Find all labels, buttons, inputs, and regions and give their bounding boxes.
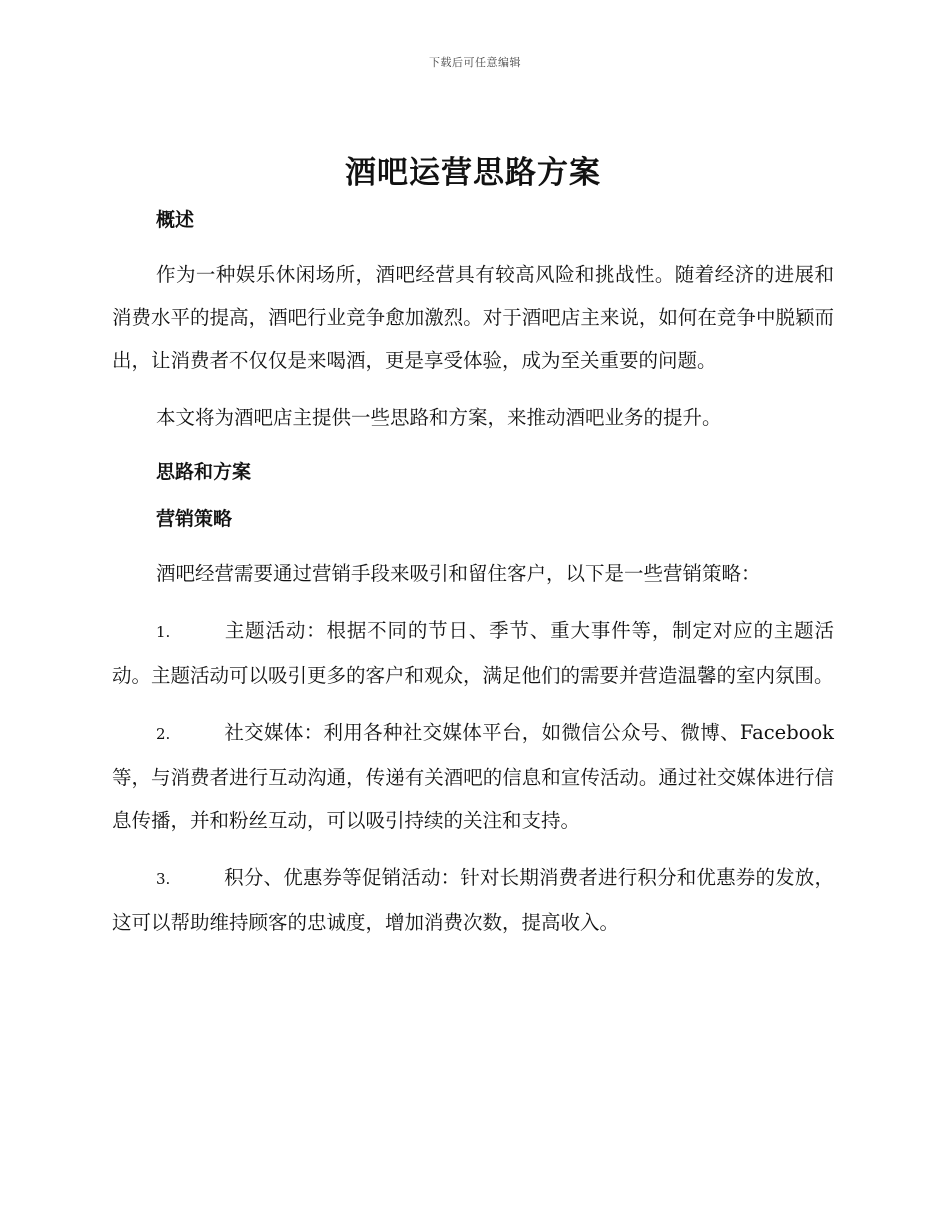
- header-note: 下载后可任意编辑: [429, 56, 521, 69]
- list-item-text: 主题活动：根据不同的节日、季节、重大事件等，制定对应的主题活动。主题活动可以吸引更多的客户和观众，满足他们的需要并营造温馨的室内氛围。: [112, 619, 834, 687]
- list-item-number: 3.: [156, 870, 171, 888]
- heading-ideas: 思路和方案: [156, 461, 252, 483]
- list-item-text: 积分、优惠券等促销活动：针对长期消费者进行积分和优惠券的发放，这可以帮助维持顾客的忠诚度，增加消费次数，提高收入。: [112, 866, 834, 934]
- list-item: [112, 609, 834, 697]
- heading-marketing: 营销策略: [156, 508, 233, 530]
- document-body: [112, 150, 834, 944]
- document-title: 酒吧运营思路方案: [345, 155, 601, 191]
- list-item: [112, 711, 834, 842]
- list-item-number: 1.: [156, 623, 171, 641]
- list-item-text: 社交媒体：利用各种社交媒体平台，如微信公众号、微博、Facebook等，与消费者进行互动沟通，传递有关酒吧的信息和宣传活动。通过社交媒体进行信息传播，并和粉丝互动，可以吸引持续的关注和支持。: [112, 721, 834, 832]
- paragraph-overview-1: 作为一种娱乐休闲场所，酒吧经营具有较高风险和挑战性。随着经济的进展和消费水平的提高，酒吧行业竞争愈加激烈。对于酒吧店主来说，如何在竞争中脱颖而出，让消费者不仅仅是来喝酒，更是享受体验，成为至关重要的问题。: [112, 263, 834, 372]
- paragraph-marketing-intro: 酒吧经营需要通过营销手段来吸引和留住客户，以下是一些营销策略：: [156, 562, 761, 585]
- paragraph-overview-2: 本文将为酒吧店主提供一些思路和方案，来推动酒吧业务的提升。: [156, 406, 722, 429]
- heading-overview: 概述: [156, 209, 195, 231]
- list-item: [112, 856, 834, 944]
- list-item-number: 2.: [156, 725, 171, 743]
